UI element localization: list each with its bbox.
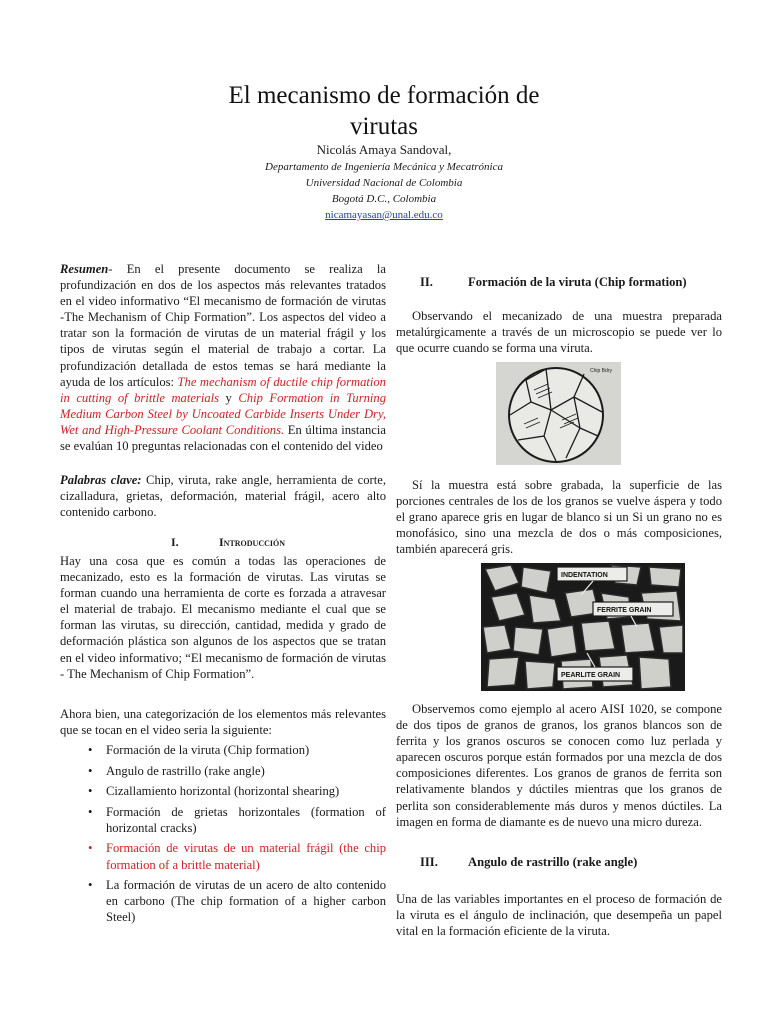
- title-line-2: virutas: [349, 113, 419, 140]
- section-1-number: I.: [171, 535, 179, 549]
- abstract-label: Resumen: [60, 262, 109, 276]
- affiliation-location: Bogotá D.C., Colombia: [331, 193, 437, 205]
- keywords-label: Palabras clave:: [60, 473, 142, 487]
- keywords: [60, 472, 386, 520]
- label-ferrite-grain: FERRITE GRAIN: [597, 607, 652, 614]
- paper-title: [150, 80, 618, 142]
- author-email-link[interactable]: nicamayasan@unal.edu.co: [325, 209, 443, 221]
- section-2-heading: [420, 275, 687, 290]
- list-item: • Cizallamiento horizontal (horizontal shearing): [88, 783, 386, 799]
- section-1-paragraph-1: Hay una cosa que es común a todas las operaciones de mecanizado, esto es la formación de virutas. Las virutas se forman cuando una herramienta de corte es forzada a atravesar el material de trabajo. El mecanismo mediante el cual que se forman las virutas, su dirección, cantidad, medida y grado de deformación plástica son algunos de los aspectos que se tratan en el video informativo; “El mecanismo de formación de virutas - The Mechanism of Chip Formation”.: [60, 554, 386, 681]
- section-3-paragraph-1: Una de las variables importantes en el proceso de formación de la viruta es el ángulo de inclinación, que desempeña un papel vital en la formación eficiente de la viruta.: [396, 892, 722, 939]
- abstract-reference-1: The mechanism of ductile chip formation in cutting of brittle materials: [60, 374, 386, 405]
- section-2-title: Formación de la viruta (Chip formation): [468, 275, 687, 289]
- section-2-paragraph-3: Observemos como ejemplo al acero AISI 1020, se compone de dos tipos de granos de granos, los granos blancos son de ferrita y los granos oscuros se conocen como luz perlada y aparecen oscuros porque están formados por una mezcla de dos composiciones diferentes. Los granos de granos de ferrita son relativamente blandos y dúctiles mientras que los granos de perlita son considerablemente más duros y menos dúctiles. La imagen en forma de diamante es de nuevo una micro dureza.: [396, 702, 722, 829]
- list-item: • Formación de grietas horizontales (formation of horizontal cracks): [88, 804, 386, 836]
- list-item: • La formación de virutas de un acero de alto contenido en carbono (The chip formation of a higher carbon Steel): [88, 877, 386, 925]
- abstract-text-2: En última instancia se evalúan 10 preguntas relacionadas con el contenido del video: [60, 422, 386, 454]
- section-3-heading: [420, 855, 637, 870]
- svg-text:Chip Bdry: Chip Bdry: [590, 368, 612, 374]
- abstract-text-1: - En el presente documento se realiza la profundización en dos de los aspectos más relevantes tratados en el video informativo “El mecanismo de formación de virutas -The Mechanism of Chip Formation”. Los aspectos del video a tratar son la formación de virutas de un material frágil y los tipos de virutas según el material de trabajo a cortar. La profundización detallada de estos temas se hará mediante la ayuda de los artículos:: [60, 262, 386, 389]
- author-name: Nicolás Amaya Sandoval,: [316, 142, 452, 157]
- section-1-paragraph-2: Ahora bien, una categorización de los elementos más relevantes que se tocan en el video seria la siguiente:: [60, 707, 386, 738]
- affiliation-department: Departamento de Ingeniería Mecánica y Mecatrónica: [265, 161, 503, 173]
- abstract-conj: y: [219, 390, 239, 405]
- label-pearlite-grain: PEARLITE GRAIN: [561, 672, 621, 679]
- micrograph-figure: [481, 563, 685, 691]
- keywords-text: Chip, viruta, rake angle, herramienta de corte, cizalladura, grietas, deformación, material frágil, acero alto contenido carbono.: [60, 473, 386, 520]
- section-1-title: Introducción: [219, 535, 286, 549]
- section-1-heading: [171, 535, 285, 550]
- topics-list: [88, 742, 386, 930]
- abstract-reference-2: Chip Formation in Turning Medium Carbon Steel by Uncoated Carbide Inserts Under Dry, Wet and High-Pressure Coolant Conditions.: [60, 390, 386, 437]
- title-line-1: El mecanismo de formación de: [228, 82, 540, 109]
- grain-diagram-figure: [496, 362, 621, 465]
- list-item: • Angulo de rastrillo (rake angle): [88, 763, 386, 779]
- section-3-title: Angulo de rastrillo (rake angle): [468, 855, 638, 869]
- section-2-paragraph-1: Observando el mecanizado de una muestra preparada metalúrgicamente a través de un microscopio se puede ver lo que ocurre cuando se forma una viruta.: [396, 309, 722, 356]
- list-item: • Formación de virutas de un material frágil (the chip formation of a brittle material): [88, 840, 386, 872]
- affiliation-university: Universidad Nacional de Colombia: [305, 177, 463, 189]
- section-3-number: III.: [420, 855, 438, 869]
- list-item: • Formación de la viruta (Chip formation): [88, 742, 386, 758]
- label-indentation: INDENTATION: [561, 572, 608, 579]
- section-2-paragraph-2: Sí la muestra está sobre grabada, la superficie de las porciones centrales de los de los granos se vuelve áspera y todo el grano aparece gris en lugar de blanco si un Si un grano no es monofásico, sino una mezcla de dos o más composiciones, también aparecerá gris.: [396, 478, 722, 557]
- section-2-number: II.: [420, 275, 433, 289]
- abstract: [60, 261, 386, 454]
